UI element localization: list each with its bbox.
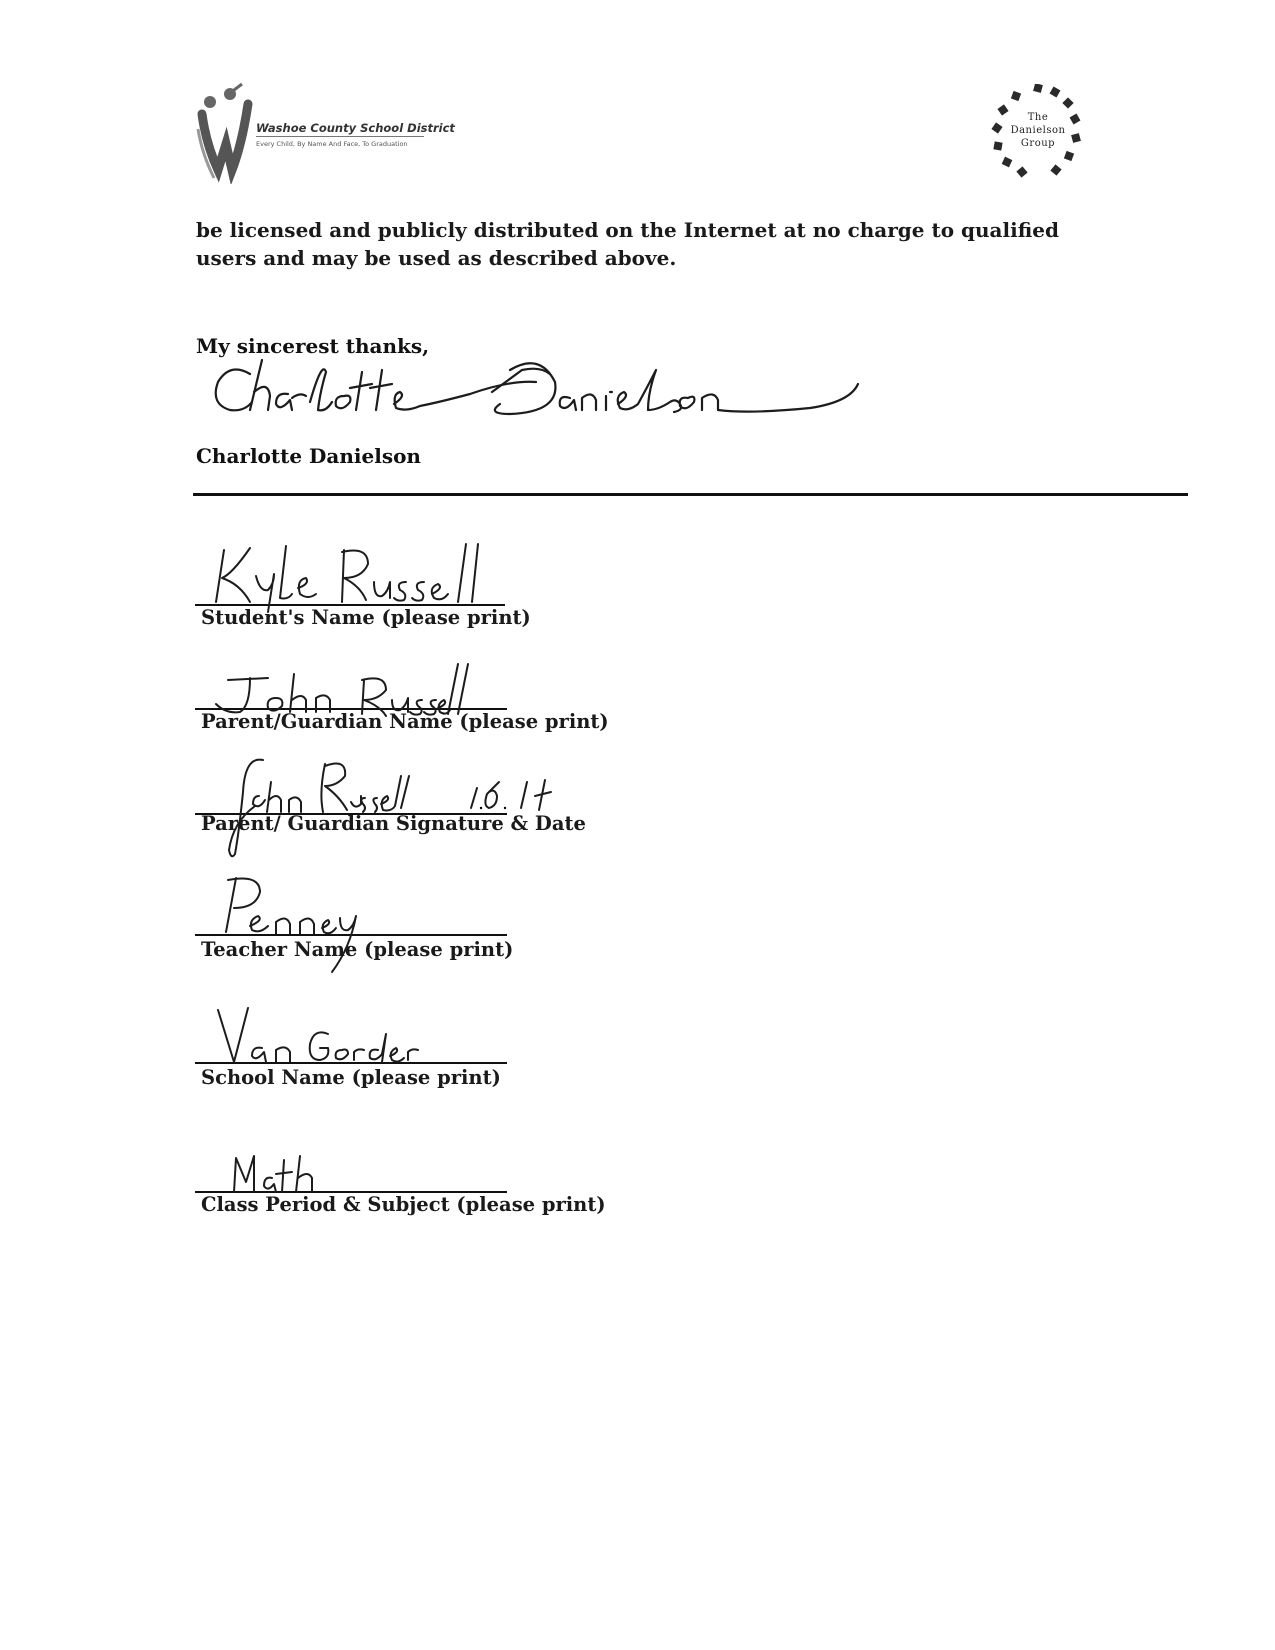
charlotte-danielson-signature bbox=[210, 352, 890, 432]
parent-signature-handwriting bbox=[215, 752, 605, 862]
wcsd-tagline: Every Child, By Name And Face, To Graduation bbox=[256, 140, 408, 148]
section-divider bbox=[193, 493, 1188, 496]
student-name-handwriting bbox=[210, 540, 500, 610]
closing-line: My sincerest thanks, bbox=[196, 334, 430, 358]
school-name-handwriting bbox=[210, 1004, 450, 1074]
class-subject-handwriting bbox=[228, 1152, 328, 1197]
wcsd-figures-icon bbox=[196, 74, 256, 184]
signer-name: Charlotte Danielson bbox=[196, 444, 421, 468]
washoe-county-school-district-logo bbox=[196, 74, 455, 186]
class-subject-label: Class Period & Subject (please print) bbox=[201, 1193, 606, 1216]
letter-paragraph: be licensed and publicly distributed on the Internet at no charge to qualified users and may be used as described above. bbox=[196, 218, 1059, 270]
dg-line-3: Group bbox=[1020, 138, 1056, 149]
wcsd-divider bbox=[256, 136, 424, 137]
wcsd-name: Washoe County School District bbox=[256, 121, 455, 135]
school-name-label: School Name (please print) bbox=[201, 1066, 501, 1089]
parent-signature-label: Parent/ Guardian Signature & Date bbox=[201, 812, 586, 835]
teacher-name-handwriting bbox=[220, 868, 380, 978]
student-name-label: Student's Name (please print) bbox=[201, 606, 531, 629]
dg-line-1: The bbox=[1027, 112, 1049, 123]
parent-name-label: Parent/Guardian Name (please print) bbox=[201, 710, 609, 733]
dg-line-2: Danielson bbox=[1010, 125, 1066, 136]
danielson-group-logo bbox=[985, 84, 1091, 184]
teacher-name-label: Teacher Name (please print) bbox=[201, 938, 514, 961]
